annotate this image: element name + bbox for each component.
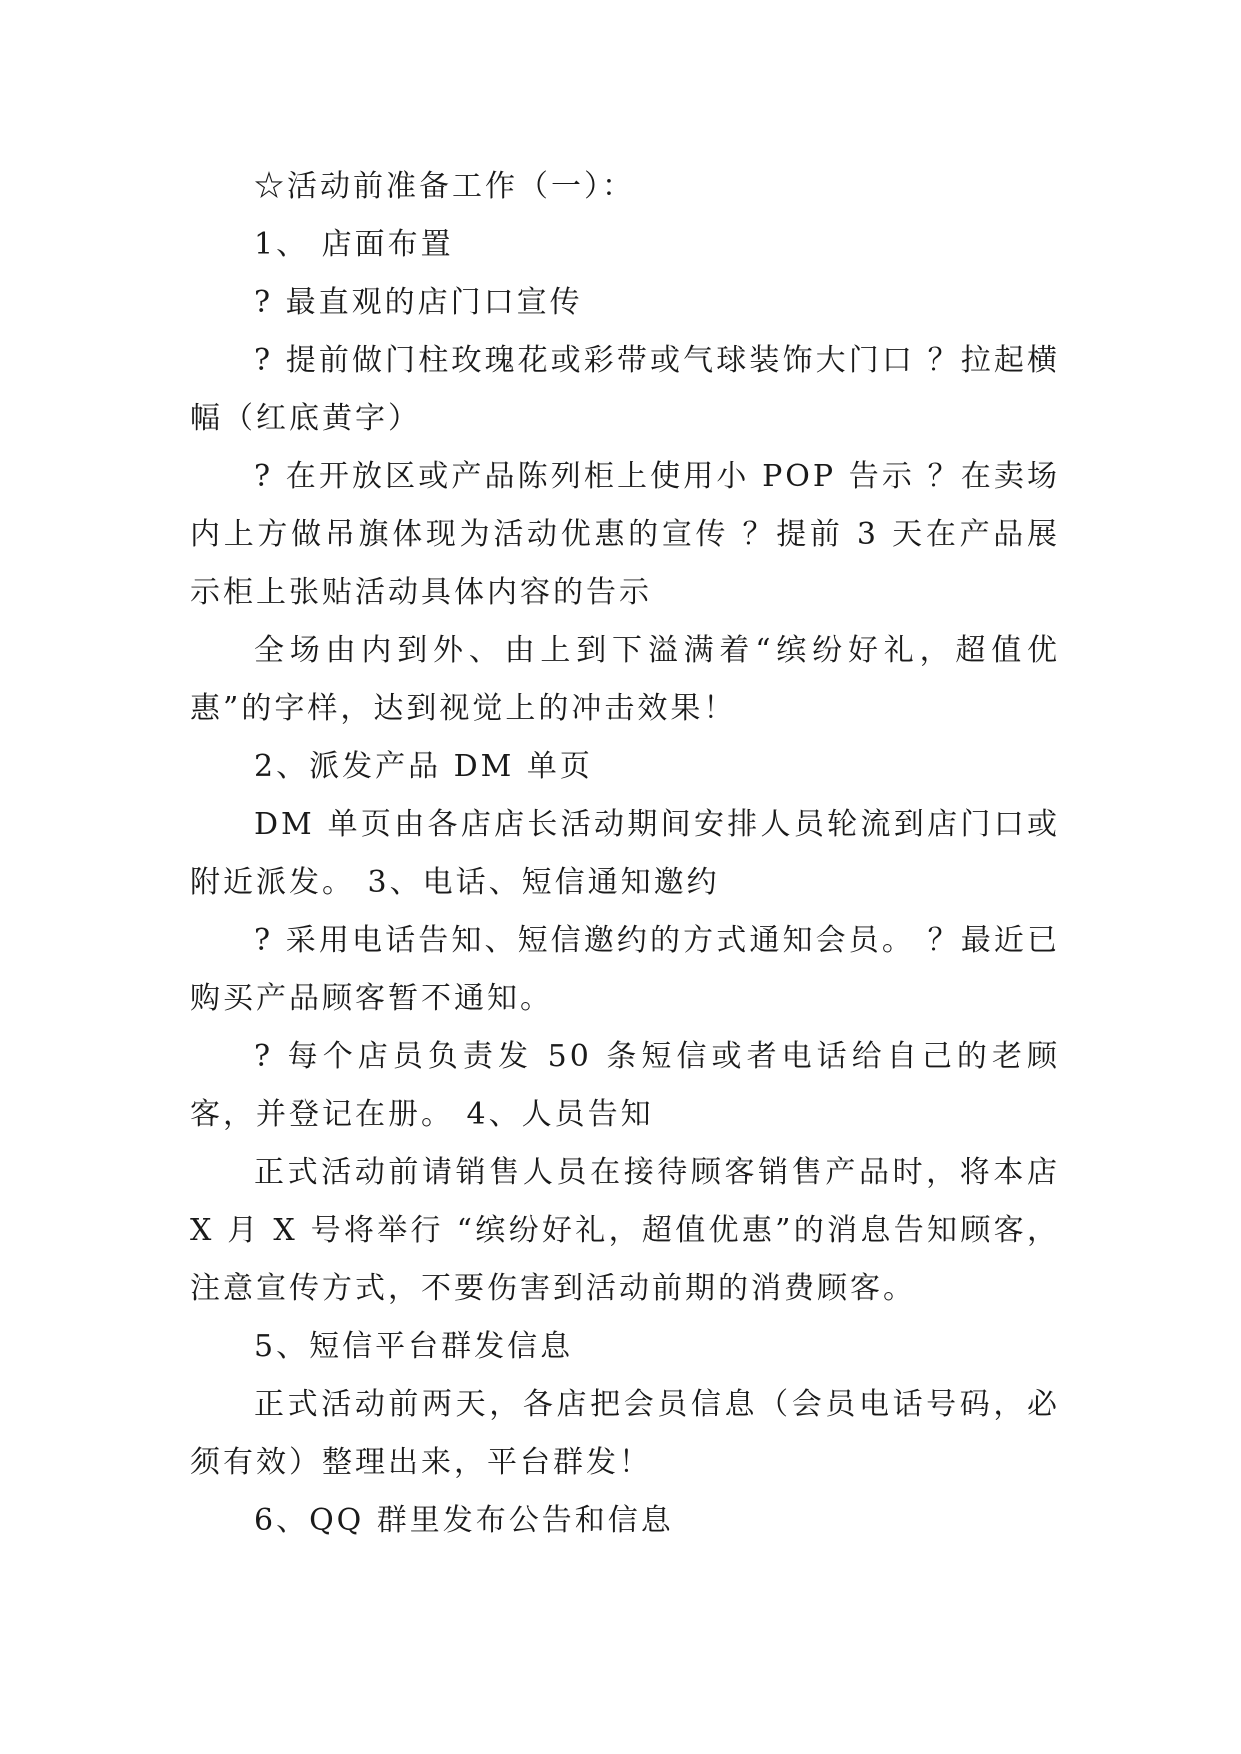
body-paragraph: 正式活动前请销售人员在接待顾客销售产品时，将本店 X 月 X 号将举行 “缤纷好礼，超值优惠”的消息告知顾客，注意宣传方式，不要伤害到活动前期的消费顾客。 [190,1155,1060,1306]
bullet-paragraph: ? 每个店员负责发 50 条短信或者电话给自己的老顾客，并登记在册。 4、人员告知 [190,1039,1060,1132]
item-heading-store-layout: 1、 店面布置 [254,227,454,262]
bullet-paragraph: ? 在开放区或产品陈列柜上使用小 POP 告示 ？在卖场内上方做吊旗体现为活动优惠的宣传 ？提前 3 天在产品展示柜上张贴活动具体内容的告示 [190,459,1060,610]
item-heading-dm-flyer: 2、派发产品 DM 单页 [254,749,593,784]
bullet-paragraph: ? 提前做门柱玫瑰花或彩带或气球装饰大门口 ？拉起横幅（红底黄字） [190,343,1060,436]
bullet-paragraph: ? 采用电话告知、短信邀约的方式通知会员。 ？最近已购买产品顾客暂不通知。 [190,923,1060,1016]
body-paragraph: 正式活动前两天，各店把会员信息（会员电话号码，必须有效）整理出来，平台群发！ [190,1387,1060,1480]
body-paragraph: DM 单页由各店店长活动期间安排人员轮流到店门口或附近派发。 3、电话、短信通知邀约 [190,807,1060,900]
section-heading: ☆活动前准备工作（一）： [254,169,635,204]
bullet-paragraph: ? 最直观的店门口宣传 [254,285,583,320]
document-body [190,158,1060,1550]
body-paragraph: 全场由内到外、由上到下溢满着“缤纷好礼，超值优惠”的字样，达到视觉上的冲击效果！ [190,633,1060,726]
item-heading-qq-group: 6、QQ 群里发布公告和信息 [254,1503,674,1538]
item-heading-sms-platform: 5、短信平台群发信息 [254,1329,574,1364]
